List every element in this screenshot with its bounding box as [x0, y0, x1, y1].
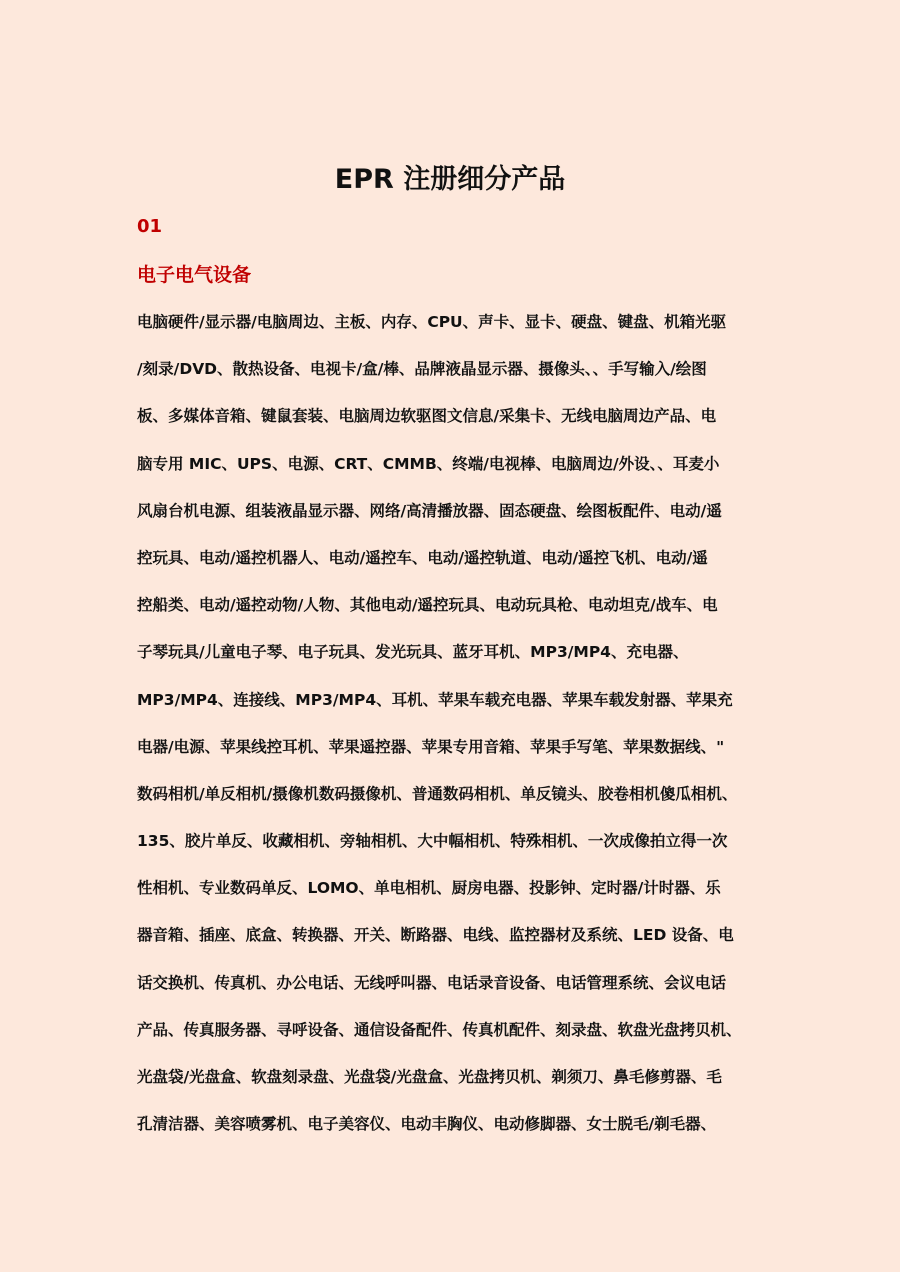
- body-line: 器音箱、插座、底盒、转换器、开关、断路器、电线、监控器材及系统、LED 设备、电: [137, 926, 734, 945]
- body-line: MP3/MP4、连接线、MP3/MP4、耳机、苹果车载充电器、苹果车载发射器、苹果充: [137, 690, 733, 709]
- body-line: 135、胶片单反、收藏相机、旁轴相机、大中幅相机、特殊相机、一次成像拍立得一次: [137, 832, 728, 851]
- body-paragraph: [137, 306, 777, 1155]
- body-line: 数码相机/单反相机/摄像机数码摄像机、普通数码相机、单反镜头、胶卷相机傻瓜相机、: [137, 784, 738, 803]
- body-line: 控船类、电动/遥控动物/人物、其他电动/遥控玩具、电动玩具枪、电动坦克/战车、电: [137, 596, 718, 615]
- body-line: 产品、传真服务器、寻呼设备、通信设备配件、传真机配件、刻录盘、软盘光盘拷贝机、: [137, 1020, 742, 1039]
- page-title: EPR 注册细分产品: [334, 164, 566, 195]
- body-line: 风扇台机电源、组装液晶显示器、网络/高清播放器、固态硬盘、绘图板配件、电动/遥: [137, 501, 722, 520]
- body-line: 话交换机、传真机、办公电话、无线呼叫器、电话录音设备、电话管理系统、会议电话: [137, 973, 727, 992]
- body-line: 控玩具、电动/遥控机器人、电动/遥控车、电动/遥控轨道、电动/遥控飞机、电动/遥: [137, 548, 708, 567]
- body-line: 电器/电源、苹果线控耳机、苹果遥控器、苹果专用音箱、苹果手写笔、苹果数据线、": [137, 737, 725, 756]
- body-line: 脑专用 MIC、UPS、电源、CRT、CMMB、终端/电视棒、电脑周边/外设、、耳麦小: [137, 454, 720, 473]
- body-line: 孔清洁器、美容喷雾机、电子美容仪、电动丰胸仪、电动修脚器、女士脱毛/剃毛器、: [137, 1115, 717, 1134]
- body-line: 子琴玩具/儿童电子琴、电子玩具、发光玩具、蓝牙耳机、MP3/MP4、充电器、: [137, 643, 689, 662]
- body-line: /刻录/DVD、散热设备、电视卡/盒/棒、品牌液晶显示器、摄像头、、手写输入/绘图: [137, 360, 707, 379]
- body-line: 板、多媒体音箱、键鼠套装、电脑周边软驱图文信息/采集卡、无线电脑周边产品、电: [137, 407, 717, 426]
- body-line: 光盘袋/光盘盒、软盘刻录盘、光盘袋/光盘盒、光盘拷贝机、剃须刀、鼻毛修剪器、毛: [137, 1068, 722, 1086]
- body-line: 性相机、专业数码单反、LOMO、单电相机、厨房电器、投影钟、定时器/计时器、乐: [137, 879, 721, 898]
- section-number: 01: [137, 216, 163, 237]
- section-heading: 电子电气设备: [137, 264, 252, 286]
- body-line: 电脑硬件/显示器/电脑周边、主板、内存、CPU、声卡、显卡、硬盘、键盘、机箱光驱: [137, 313, 727, 331]
